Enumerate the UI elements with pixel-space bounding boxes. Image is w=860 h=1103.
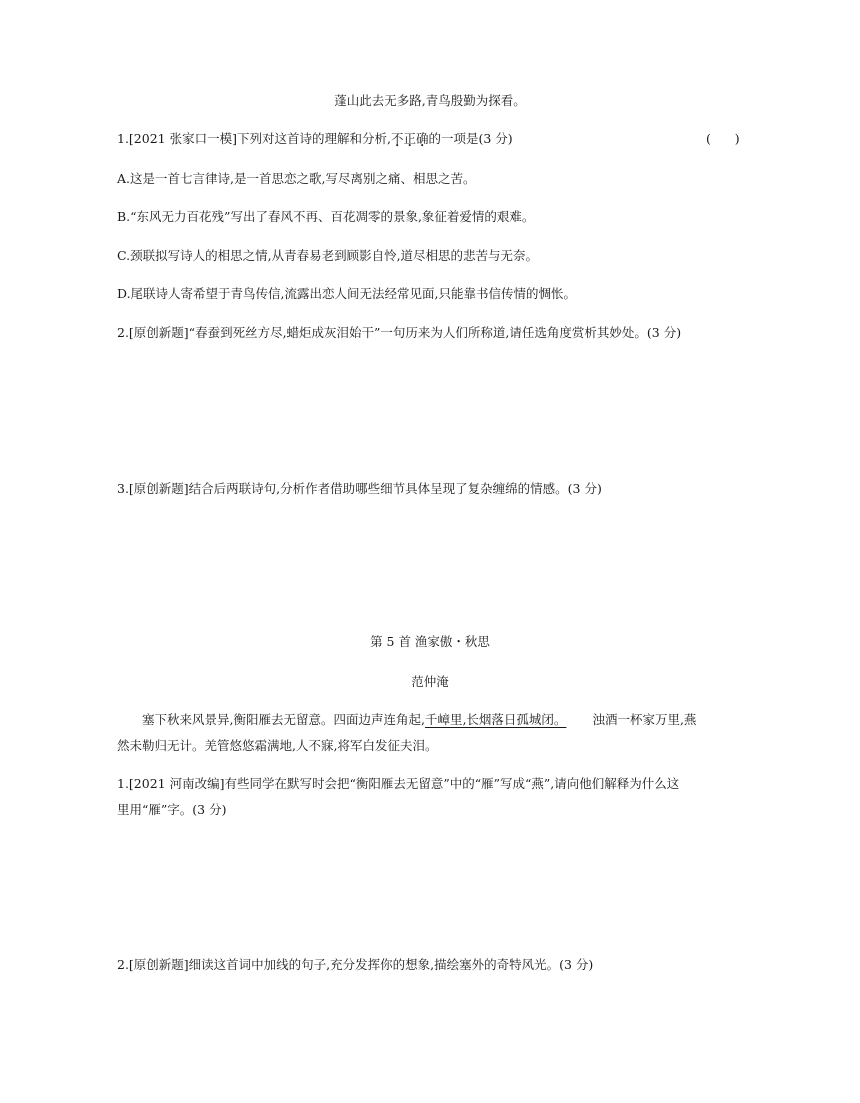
question-1-text-end: 的一项是(3 分) — [428, 131, 513, 146]
question-1-line-1: 1.[2021 河南改编]有些同学在默写时会把“衡阳雁去无留意”中的“雁”写成“燕”,请向他们解释为什么这 — [117, 776, 680, 791]
underlined-lines: 千嶂里,长烟落日孤城闭。 — [424, 712, 567, 727]
poem-last-line: 蓬山此去无多路,青鸟殷勤为探看。 — [334, 93, 526, 108]
question-2: 2.[原创新题]“春蚕到死丝方尽,蜡炬成灰泪始干”一句历来为人们所称道,请任选角度赏析其妙处。(3 分) — [117, 325, 682, 340]
question-2: 2.[原创新题]细读这首词中加线的句子,充分发挥你的想象,描绘塞外的奇特风光。(3 分) — [117, 957, 594, 972]
poem-heading: 第 5 首 渔家傲・秋思 — [370, 634, 490, 649]
answer-blank: ( ) — [706, 131, 740, 146]
poem-body-line-1 — [142, 711, 696, 729]
option-d: D.尾联诗人寄希望于青鸟传信,流露出恋人间无法经常见面,只能靠书信传情的惆怅。 — [117, 286, 576, 301]
poem-text: 塞下秋来风景异,衡阳雁去无留意。四面边声连角起, — [142, 712, 425, 727]
emphasis-char: 不 — [390, 131, 404, 146]
question-1-text: 1.[2021 张家口一模]下列对这首诗的理解和分析, — [117, 131, 391, 146]
poem-body-line-2: 然未勒归无计。羌管悠悠霜满地,人不寐,将军白发征夫泪。 — [117, 738, 438, 753]
question-3: 3.[原创新题]结合后两联诗句,分析作者借助哪些细节具体呈现了复杂缠绵的情感。(3 分) — [117, 481, 602, 496]
option-a: A.这是一首七言律诗,是一首思恋之歌,写尽离别之痛、相思之苦。 — [117, 171, 476, 186]
poem-text: 浊酒一杯家万里,燕 — [592, 712, 697, 727]
option-b: B.“东风无力百花残”写出了春风不再、百花凋零的景象,象征着爱情的艰难。 — [117, 209, 535, 224]
poem-author: 范仲淹 — [411, 674, 449, 689]
emphasis-char: 正 — [403, 131, 416, 146]
question-1-line-2: 里用“雁”字。(3 分) — [117, 802, 227, 817]
option-c: C.颈联拟写诗人的相思之情,从青春易老到顾影自怜,道尽相思的悲苦与无奈。 — [117, 248, 539, 263]
question-1 — [117, 130, 513, 148]
emphasis-char: 确 — [415, 131, 429, 146]
